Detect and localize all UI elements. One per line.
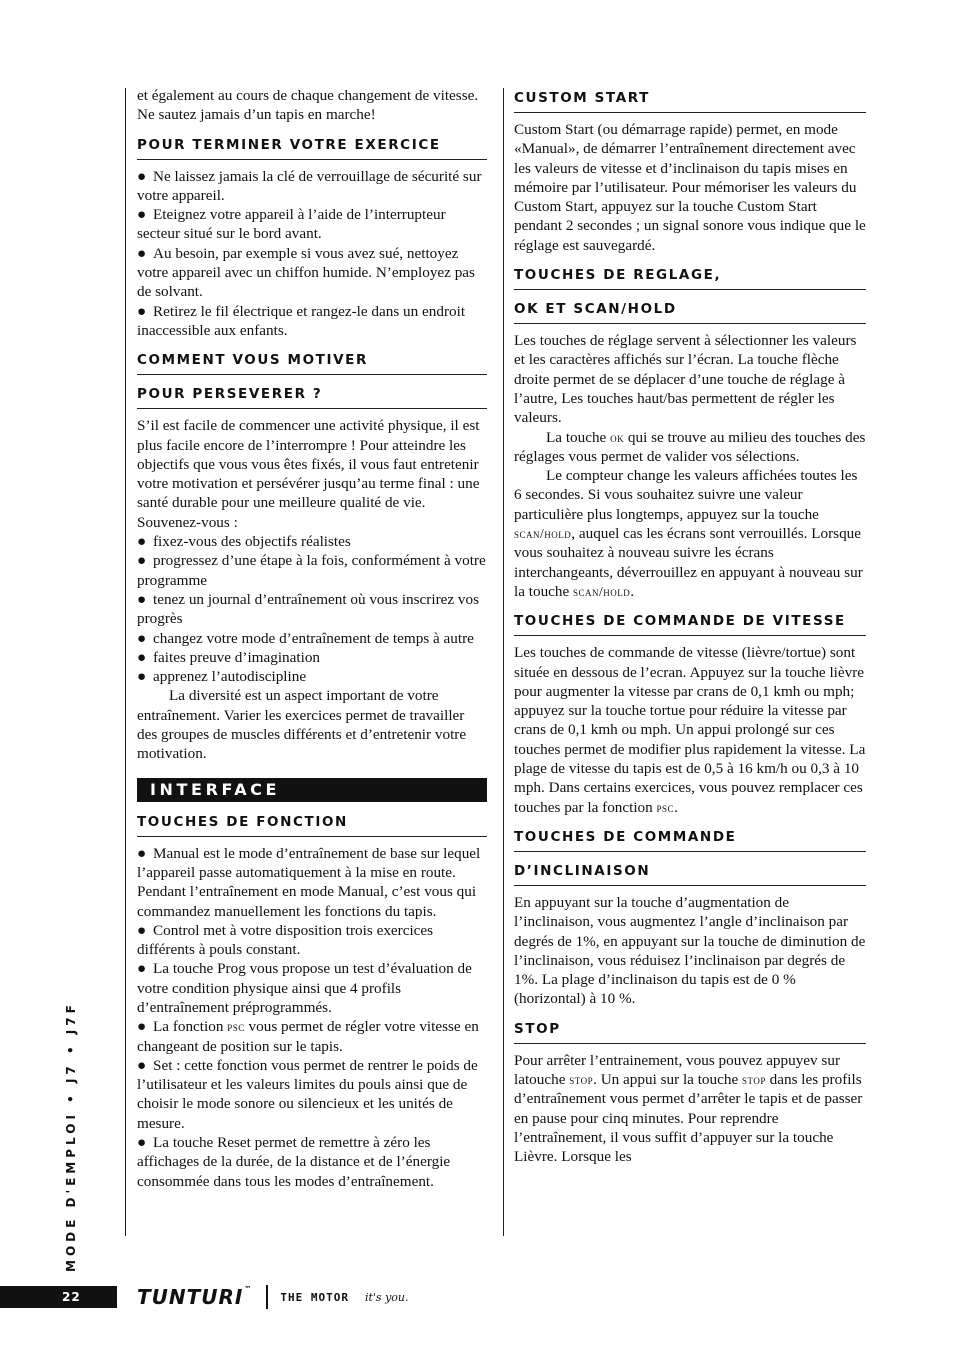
list-item: ● La touche Prog vous propose un test d’évaluation de votre condition physique ainsi que 4 profils d’entraînement préprogrammés. [137,960,472,1016]
heading-terminer: POUR TERMINER VOTRE EXERCICE [137,125,487,160]
motor-tagline: THE MOTOR [280,1290,349,1304]
list-item: ● La fonction psc vous permet de régler votre vitesse en changeant de position sur le tapis. [137,1018,479,1055]
heading-commande: TOUCHES DE COMMANDE [514,817,866,852]
heading-fonction: TOUCHES DE FONCTION [137,802,487,837]
terminer-list [137,167,487,341]
heading-custom-start: CUSTOM START [514,86,866,113]
page-number: 22 [0,1286,117,1308]
reglage-paragraph-3: Le compteur change les valeurs affichées toutes les 6 secondes. Si vous souhaitez suivre une valeur particulière plus longtemps, appuyez sur la touche scan/hold, auquel cas les écrans sont verrouillés. Lorsque vous souhaitez à nouveau suivre les écrans interchangeants, déverrouillez en appuyant à nouveau sur la touche scan/hold. [514,467,863,600]
list-item: ● changez votre mode d’entraînement de temps à autre [137,629,474,647]
list-item: ● Set : cette fonction vous permet de rentrer le poids de l’utilisateur et les valeurs limites du pouls ainsi que de choisir le mode sonore ou silencieux et les unités de mesure. [137,1056,478,1132]
stop-paragraph: Pour arrêter l’entrainement, vous pouvez appuyev sur latouche stop. Un appui sur la touche stop dans les profils d’entraînement vous permet d’arrêter le tapis et de passer en pause pour cinq minutes. Pour reprendre l’entraînement, il vous suffit d’appuyer sur la touche Lièvre. Lorsque les [514,1051,863,1166]
section-banner-interface: INTERFACE [137,778,487,802]
list-item: ● apprenez l’autodiscipline [137,668,307,686]
motiver-list [137,532,487,686]
list-item: ● Ne laissez jamais la clé de verrouillage de sécurité sur votre appareil. [137,167,482,204]
list-item: ● tenez un journal d’entraînement où vous inscrirez vos progrès [137,590,480,628]
heading-reglage: TOUCHES DE REGLAGE, [514,255,866,290]
list-item: ● Manual est le mode d’entraînement de base sur lequel l’appareil passe automatiquement à la mise en route. Pendant l’entraînement en mode Manual, c’est vous qui commandez manuellement les fonctions du tapis. [137,844,481,920]
heading-ok-scan-hold: OK ET SCAN/HOLD [514,297,866,324]
right-column [514,86,866,1166]
fonction-list [137,844,487,1191]
list-item: ● fixez-vous des objectifs réalistes [137,533,351,551]
heading-motiver: COMMENT VOUS MOTIVER [137,340,487,375]
custom-start-paragraph: Custom Start (ou démarrage rapide) permet, en mode «Manual», de démarrer l’entraînement directement avec les valeurs de vitesse et d’inclinaison du tapis mises en mémoire par l’utilisateur. Pour mémoriser les valeurs du Custom Start, appuyez sur la touche Custom Start pendant 2 secondes ; un signal sonore vous indique que le réglage est sauvegardé. [514,121,866,254]
list-item: ● progressez d’une étape à la fois, conformément à votre programme [137,552,486,589]
motiver-paragraph: S’il est facile de commencer une activité physique, il est plus facile encore de l’interrompre ! Pour atteindre les objectifs que vous vous êtes fixés, il vous faut entretenir votre motivation et persévérer jusqu’au terme final : une santé durable pour une meilleure qualité de vie. Souvenez-vous : [137,417,480,531]
list-item: ● Control met à votre disposition trois exercices différents à pouls constant. [137,921,434,959]
left-column-rule [125,88,126,1236]
list-item: ● Au besoin, par exemple si vous avez sué, nettoyez votre appareil avec un chiffon humide. N’employez pas de solvant. [137,244,475,301]
heading-stop: STOP [514,1009,866,1044]
list-item: ● Eteignez votre appareil à l’aide de l’interrupteur secteur situé sur le bord avant. [137,206,446,243]
inclinaison-paragraph: En appuyant sur la touche d’augmentation de l’inclinaison, vous augmentez l’angle d’inclinaison par degrés de 1%, en appuyant sur la touche de diminution de l’inclinaison, vous réduisez l’inclinaison par degrés de 1%. La plage d’inclinaison du tapis est de 0 % (horizontal) à 10 %. [514,893,866,1008]
brand-footer [137,1284,409,1310]
intro-paragraph: et également au cours de chaque changement de vitesse. Ne sautez jamais d’un tapis en marche! [137,87,479,124]
vitesse-paragraph: Les touches de commande de vitesse (lièvre/tortue) sont située en dessous de l’ecran. Appuyez sur la touche lièvre pour augmenter la vitesse par crans de 0,1 kmh ou mph; appuyez sur la touche tortue pour réduire la vitesse par crans de 0,1 kmh ou mph. Un appui prolongé sur ces touches permet de modifier plus rapidement la vitesse. La plage de vitesse du tapis est de 0,5 à 16 km/h ou 0,3 à 10 mph. Dans certains exercices, vous pouvez remplacer ces touches par la fonction psc. [514,644,866,816]
motiver-end-paragraph: La diversité est un aspect important de votre entraînement. Varier les exercices permet de travailler des groupes de muscles différents et d’entretenir votre motivation. [137,687,467,763]
brand-divider [266,1285,268,1309]
left-column [137,86,487,1191]
heading-perseverer: POUR PERSEVERER ? [137,382,487,409]
reglage-paragraph-1: Les touches de réglage servent à sélectionner les valeurs et les caractères affichés sur l’écran. La touche flèche droite permet de se déplacer d’une touche de réglage à l’autre, Les touches haut/bas permettent de régler les valeurs. [514,332,857,427]
heading-inclinaison: D’INCLINAISON [514,859,866,886]
tunturi-logo: TUNTURI™ [137,1285,253,1309]
list-item: ● La touche Reset permet de remettre à zéro les affichages de la durée, de la distance et de l’énergie consommée dans tous les modes d’entraînement. [137,1134,451,1190]
side-label: MODE D'EMPLOI • J7 • J7F [64,1001,78,1272]
reglage-paragraph-2: La touche ok qui se trouve au milieu des touches des réglages vous permet de valider vos sélections. [514,428,866,465]
heading-vitesse: TOUCHES DE COMMANDE DE VITESSE [514,601,866,636]
center-column-rule [503,88,504,1236]
slogan: it's you. [364,1290,409,1304]
list-item: ● faites preuve d’imagination [137,648,321,666]
list-item: ● Retirez le fil électrique et rangez-le dans un endroit inaccessible aux enfants. [137,302,466,339]
